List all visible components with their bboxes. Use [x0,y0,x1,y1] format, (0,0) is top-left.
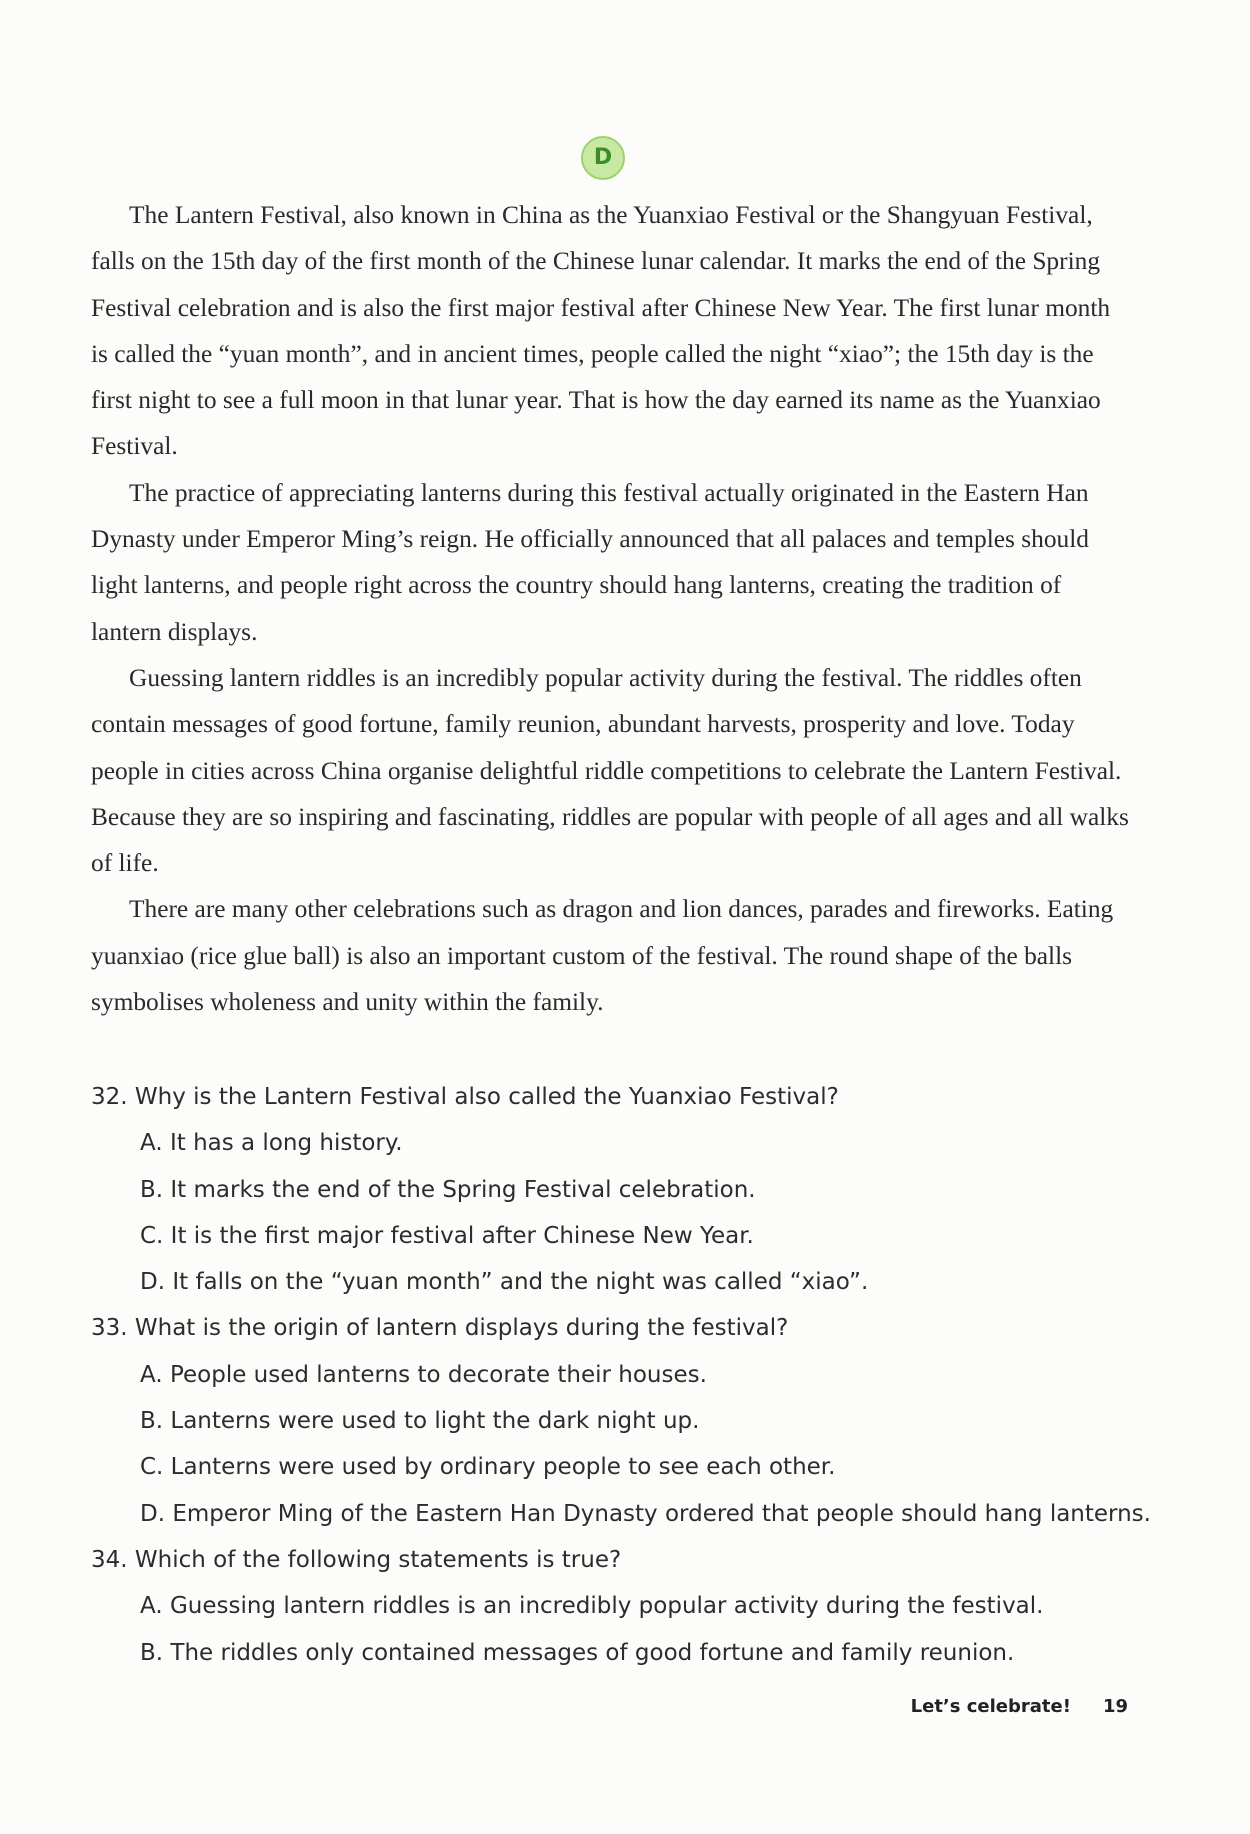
question-text: What is the origin of lantern displays during the festival? [134,1315,789,1342]
option-a: A. Guessing lantern riddles is an incredibly popular activity during the festival. [140,1593,1044,1620]
question-stem [91,1074,1151,1120]
question-number: 32. [91,1084,128,1110]
passage-paragraph: The Lantern Festival, also known in China as the Yuanxiao Festival or the Shangyuan Festival, falls on the 15th day of the first month of the Chinese lunar calendar. It marks the end of the Spring Festival celebration and is also the first major festival after Chinese New Year. The first lunar month is called the “yuan month”, and in ancient times, people called the night “xiao”; the 15th day is the first night to see a full moon in that lunar year. That is how the day earned its name as the Yuanxiao Festival. [91,201,1111,461]
section-badge: D [581,136,625,180]
question-number: 33. [91,1315,128,1342]
option-c: C. It is the first major festival after Chinese New Year. [140,1222,754,1249]
question-33 [91,1305,1151,1536]
option-a: A. People used lanterns to decorate their houses. [140,1361,707,1388]
option-b: B. The riddles only contained messages of good fortune and family reunion. [140,1639,1015,1666]
question-32 [91,1074,1151,1305]
option-d: D. It falls on the “yuan month” and the night was called “xiao”. [140,1269,869,1296]
page-footer [911,1696,1128,1717]
question-34 [91,1537,1151,1676]
question-stem [91,1305,1151,1351]
passage-paragraph: There are many other celebrations such as dragon and lion dances, parades and fireworks. Eating yuanxiao (rice glue ball) is also an important custom of the festival. The round shape of the balls symbolises wholeness and unity within the family. [91,895,1114,1017]
question-number: 34. [91,1546,128,1573]
passage-paragraph: The practice of appreciating lanterns during this festival actually originated in the Eastern Han Dynasty under Emperor Ming’s reign. He officially announced that all palaces and temples should light lanterns, and people right across the country should hang lanterns, creating the tradition of lantern displays. [91,478,1089,646]
option-d: D. Emperor Ming of the Eastern Han Dynasty ordered that people should hang lanterns. [140,1500,1151,1527]
question-list [91,1074,1151,1676]
question-stem [91,1537,1151,1583]
question-text: Which of the following statements is true? [134,1546,622,1573]
page-number: 19 [1102,1696,1128,1717]
option-b: B. Lanterns were used to light the dark night up. [140,1408,700,1435]
option-b: B. It marks the end of the Spring Festival celebration. [140,1176,756,1203]
option-c: C. Lanterns were used by ordinary people to see each other. [140,1454,836,1481]
reading-passage [91,192,1131,1025]
unit-title: Let’s celebrate! [910,1696,1071,1717]
option-a: A. It has a long history. [140,1130,403,1157]
passage-paragraph: Guessing lantern riddles is an incredibly popular activity during the festival. The riddles often contain messages of good fortune, family reunion, abundant harvests, prosperity and love. Today people in cities across China organise delightful riddle competitions to celebrate the Lantern Festival. Because they are so inspiring and fascinating, riddles are popular with people of all ages and all walks of life. [91,663,1129,878]
question-text: Why is the Lantern Festival also called the Yuanxiao Festival? [134,1084,839,1110]
